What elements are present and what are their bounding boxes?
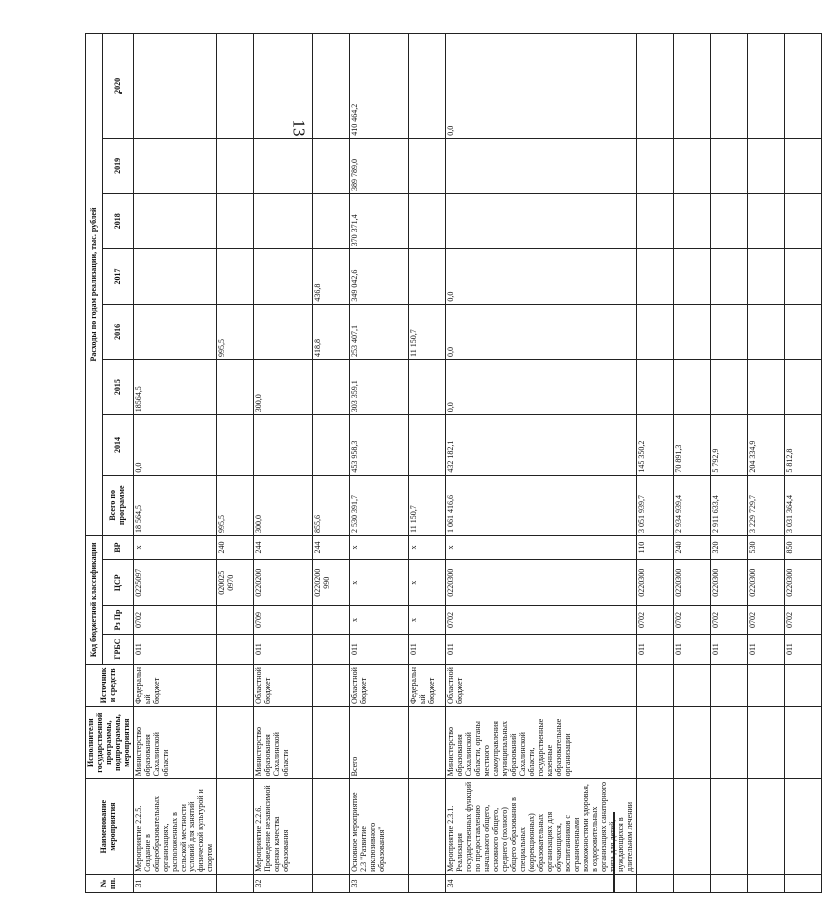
row-2019 bbox=[637, 138, 674, 193]
row-2018 bbox=[748, 194, 785, 249]
row-total: 3 229 729,7 bbox=[748, 475, 785, 535]
hdr-year: 2016 bbox=[103, 304, 133, 359]
row-2014: 0,0 bbox=[133, 415, 217, 475]
table-row bbox=[133, 34, 217, 893]
row-2019: 389 789,0 bbox=[350, 138, 409, 193]
hdr-total: Всего по программе bbox=[103, 475, 133, 535]
row-2017 bbox=[637, 249, 674, 304]
table-row bbox=[254, 34, 313, 893]
row-2020 bbox=[409, 34, 446, 139]
row-2016 bbox=[637, 304, 674, 359]
row-2016 bbox=[711, 304, 748, 359]
row-2016: 253 407,1 bbox=[350, 304, 409, 359]
row-2020 bbox=[785, 34, 822, 139]
row-vr: 110 bbox=[637, 535, 674, 559]
row-2020 bbox=[133, 34, 217, 139]
row-2020: 410 464,2 bbox=[350, 34, 409, 139]
row-grbs: 011 bbox=[254, 634, 313, 664]
row-2017 bbox=[711, 249, 748, 304]
row-executors bbox=[711, 706, 748, 778]
hdr-year: 2019 bbox=[103, 138, 133, 193]
row-csr: 0220300 bbox=[674, 560, 711, 606]
row-2016: 11 150,7 bbox=[409, 304, 446, 359]
row-csr: 0220300 bbox=[637, 560, 674, 606]
row-2020: 0,0 bbox=[446, 34, 637, 139]
row-executors bbox=[313, 706, 350, 778]
row-executors bbox=[785, 706, 822, 778]
row-rzpr: 0702 bbox=[711, 606, 748, 634]
row-source bbox=[313, 664, 350, 706]
row-number bbox=[409, 874, 446, 892]
row-2016: 418,8 bbox=[313, 304, 350, 359]
row-2015 bbox=[748, 359, 785, 414]
row-number: 31 bbox=[133, 874, 217, 892]
row-2017 bbox=[217, 249, 254, 304]
row-grbs: 011 bbox=[446, 634, 637, 664]
row-vr: x bbox=[350, 535, 409, 559]
row-2019 bbox=[674, 138, 711, 193]
row-rzpr: x bbox=[350, 606, 409, 634]
row-name bbox=[674, 779, 711, 875]
hdr-year: 2018 bbox=[103, 194, 133, 249]
row-rzpr: 0702 bbox=[785, 606, 822, 634]
row-2019 bbox=[409, 138, 446, 193]
row-2015: 0,0 bbox=[446, 359, 637, 414]
row-total: 18 564,5 bbox=[133, 475, 217, 535]
row-executors: Министерство образования Сахалинской области, органы местного самоуправления муниципальных образований Сахалинской области, государственные казенные образовательные организации bbox=[446, 706, 637, 778]
row-2020 bbox=[217, 34, 254, 139]
row-source bbox=[748, 664, 785, 706]
row-total: 2 530 391,7 bbox=[350, 475, 409, 535]
row-total: 3 031 364,4 bbox=[785, 475, 822, 535]
row-name: Мероприятие 2.2.6. Проведение независимой оценки качества образования bbox=[254, 779, 313, 875]
row-2019 bbox=[711, 138, 748, 193]
row-2018 bbox=[313, 194, 350, 249]
row-2020 bbox=[637, 34, 674, 139]
table-row bbox=[637, 34, 674, 893]
row-grbs: 011 bbox=[133, 634, 217, 664]
row-total: 3 051 939,7 bbox=[637, 475, 674, 535]
row-rzpr: 0709 bbox=[254, 606, 313, 634]
hdr-executors: Исполнители государственной программы, подпрограммы, мероприятия bbox=[86, 706, 134, 778]
row-name bbox=[748, 779, 785, 875]
row-total: 1 061 416,6 bbox=[446, 475, 637, 535]
row-vr: 244 bbox=[313, 535, 350, 559]
row-2015 bbox=[674, 359, 711, 414]
row-number bbox=[313, 874, 350, 892]
row-name bbox=[217, 779, 254, 875]
row-2018 bbox=[133, 194, 217, 249]
budget-table bbox=[85, 33, 822, 893]
row-2020 bbox=[748, 34, 785, 139]
row-executors bbox=[748, 706, 785, 778]
row-2019 bbox=[785, 138, 822, 193]
row-rzpr: 0702 bbox=[674, 606, 711, 634]
row-rzpr: 0702 bbox=[446, 606, 637, 634]
row-2017 bbox=[785, 249, 822, 304]
table-row bbox=[446, 34, 637, 893]
row-number bbox=[785, 874, 822, 892]
row-2020 bbox=[254, 34, 313, 139]
row-number: 32 bbox=[254, 874, 313, 892]
row-2015: 18564,5 bbox=[133, 359, 217, 414]
row-2015: 300,0 bbox=[254, 359, 313, 414]
row-2016 bbox=[674, 304, 711, 359]
row-vr: x bbox=[409, 535, 446, 559]
row-2019 bbox=[133, 138, 217, 193]
row-executors: Министерство образования Сахалинской области bbox=[254, 706, 313, 778]
hdr-exp-group: Расходы по годам реализации, тыс. рублей bbox=[86, 34, 103, 536]
row-rzpr bbox=[313, 606, 350, 634]
row-source: Федеральный бюджет bbox=[133, 664, 217, 706]
row-total: 2 911 633,4 bbox=[711, 475, 748, 535]
row-2015 bbox=[217, 359, 254, 414]
row-source bbox=[785, 664, 822, 706]
row-2017: 436,8 bbox=[313, 249, 350, 304]
row-2014: 145 350,2 bbox=[637, 415, 674, 475]
row-2018 bbox=[637, 194, 674, 249]
row-2017 bbox=[409, 249, 446, 304]
row-total: 855,6 bbox=[313, 475, 350, 535]
row-number bbox=[711, 874, 748, 892]
table-body bbox=[133, 34, 822, 893]
row-2020 bbox=[711, 34, 748, 139]
row-2019 bbox=[446, 138, 637, 193]
row-vr: x bbox=[133, 535, 217, 559]
row-csr: x bbox=[350, 560, 409, 606]
row-2017 bbox=[254, 249, 313, 304]
row-2016 bbox=[133, 304, 217, 359]
row-name bbox=[785, 779, 822, 875]
row-vr: 530 bbox=[748, 535, 785, 559]
hdr-vr: ВР bbox=[103, 535, 133, 559]
hdr-sources: Источники средств bbox=[86, 664, 134, 706]
row-2017: 0,0 bbox=[446, 249, 637, 304]
row-total: 995,5 bbox=[217, 475, 254, 535]
row-2014: 70 891,3 bbox=[674, 415, 711, 475]
row-2014 bbox=[254, 415, 313, 475]
table-row bbox=[748, 34, 785, 893]
row-name bbox=[313, 779, 350, 875]
row-source: Федеральный бюджет bbox=[409, 664, 446, 706]
row-2014 bbox=[313, 415, 350, 475]
row-2015 bbox=[711, 359, 748, 414]
row-name: Мероприятие 2.2.5. Создание в общеобразовательных организациях, расположенных в сельской местности условий для занятий физической культурой и спортом bbox=[133, 779, 217, 875]
row-executors bbox=[637, 706, 674, 778]
row-vr: 240 bbox=[217, 535, 254, 559]
row-name bbox=[711, 779, 748, 875]
hdr-num: № пп. bbox=[86, 874, 134, 892]
row-rzpr: 0702 bbox=[748, 606, 785, 634]
table-row bbox=[785, 34, 822, 893]
row-2018 bbox=[254, 194, 313, 249]
hdr-year: 2020 bbox=[103, 34, 133, 139]
row-vr: 240 bbox=[674, 535, 711, 559]
hdr-csr: ЦСР bbox=[103, 560, 133, 606]
row-2016 bbox=[748, 304, 785, 359]
row-2014: 204 334,9 bbox=[748, 415, 785, 475]
row-2015 bbox=[637, 359, 674, 414]
row-name: Мероприятие 2.3.1. Реализация государственных функций по предоставлению начального общего, основного общего, среднего (полного) общего образования в специальных (коррекционных) образовательных организациях для обучающихся, воспитанников с ограниченными возможностями здоровья, в оздоровительных организациях санаторного типа для детей, нуждающихся в длительном лечении bbox=[446, 779, 637, 875]
row-source: Областной бюджет bbox=[446, 664, 637, 706]
table-row bbox=[409, 34, 446, 893]
row-rzpr bbox=[217, 606, 254, 634]
row-2018: 370 371,4 bbox=[350, 194, 409, 249]
row-csr: 0220300 bbox=[711, 560, 748, 606]
row-executors bbox=[217, 706, 254, 778]
row-2020 bbox=[313, 34, 350, 139]
row-2018 bbox=[785, 194, 822, 249]
row-2014 bbox=[409, 415, 446, 475]
row-2016: 0,0 bbox=[446, 304, 637, 359]
row-grbs: 011 bbox=[350, 634, 409, 664]
row-2018 bbox=[446, 194, 637, 249]
row-2014 bbox=[217, 415, 254, 475]
row-csr: 0225097 bbox=[133, 560, 217, 606]
row-name: Основное мероприятие 2.3 "Развитие инклюзивного образования" bbox=[350, 779, 409, 875]
row-rzpr: x bbox=[409, 606, 446, 634]
row-csr: 020025 0970 bbox=[217, 560, 254, 606]
row-source: Областной бюджет bbox=[350, 664, 409, 706]
rotated-table-wrapper bbox=[85, 33, 795, 893]
table-row bbox=[217, 34, 254, 893]
row-csr: 0220300 bbox=[785, 560, 822, 606]
row-number bbox=[637, 874, 674, 892]
row-source bbox=[674, 664, 711, 706]
hdr-year: 2014 bbox=[103, 415, 133, 475]
row-total: 2 934 939,4 bbox=[674, 475, 711, 535]
row-2014: 432 182,1 bbox=[446, 415, 637, 475]
row-2018 bbox=[711, 194, 748, 249]
hdr-bk-group: Код бюджетной классификации bbox=[86, 535, 103, 664]
row-csr: 0220200 990 bbox=[313, 560, 350, 606]
table-row bbox=[711, 34, 748, 893]
row-2017: 349 042,6 bbox=[350, 249, 409, 304]
row-source bbox=[711, 664, 748, 706]
row-executors: Всего bbox=[350, 706, 409, 778]
row-number: 34 bbox=[446, 874, 637, 892]
row-number bbox=[748, 874, 785, 892]
hdr-year: 2015 bbox=[103, 359, 133, 414]
row-2019 bbox=[254, 138, 313, 193]
row-grbs: 011 bbox=[785, 634, 822, 664]
row-rzpr: 0702 bbox=[637, 606, 674, 634]
row-grbs bbox=[313, 634, 350, 664]
row-2018 bbox=[674, 194, 711, 249]
row-rzpr: 0702 bbox=[133, 606, 217, 634]
hdr-year: 2017 bbox=[103, 249, 133, 304]
row-name bbox=[409, 779, 446, 875]
row-2014: 453 958,3 bbox=[350, 415, 409, 475]
row-2014: 5 812,8 bbox=[785, 415, 822, 475]
row-2019 bbox=[748, 138, 785, 193]
row-number: 33 bbox=[350, 874, 409, 892]
row-2017 bbox=[748, 249, 785, 304]
row-grbs: 011 bbox=[674, 634, 711, 664]
row-grbs bbox=[217, 634, 254, 664]
row-grbs: 011 bbox=[711, 634, 748, 664]
row-2020 bbox=[674, 34, 711, 139]
row-executors bbox=[409, 706, 446, 778]
page-number: 13 bbox=[289, 119, 309, 137]
hdr-name: Наименование мероприятия bbox=[86, 779, 134, 875]
row-name bbox=[637, 779, 674, 875]
row-2015: 303 359,1 bbox=[350, 359, 409, 414]
row-2015 bbox=[313, 359, 350, 414]
row-total: 11 150,7 bbox=[409, 475, 446, 535]
row-2015 bbox=[409, 359, 446, 414]
row-total: 300,0 bbox=[254, 475, 313, 535]
table-row bbox=[350, 34, 409, 893]
row-executors bbox=[674, 706, 711, 778]
row-2017 bbox=[674, 249, 711, 304]
row-2017 bbox=[133, 249, 217, 304]
row-2016: 995,5 bbox=[217, 304, 254, 359]
row-vr: 850 bbox=[785, 535, 822, 559]
row-csr: 0220300 bbox=[446, 560, 637, 606]
row-grbs: 011 bbox=[637, 634, 674, 664]
hdr-grbs: ГРБС bbox=[103, 634, 133, 664]
row-source bbox=[637, 664, 674, 706]
row-2019 bbox=[217, 138, 254, 193]
row-2016 bbox=[785, 304, 822, 359]
table-row bbox=[674, 34, 711, 893]
row-2014: 5 792,9 bbox=[711, 415, 748, 475]
row-source bbox=[217, 664, 254, 706]
row-number bbox=[674, 874, 711, 892]
hdr-rzpr: Рз Пр bbox=[103, 606, 133, 634]
row-number bbox=[217, 874, 254, 892]
row-source: Областной бюджет bbox=[254, 664, 313, 706]
row-2018 bbox=[217, 194, 254, 249]
row-grbs: 011 bbox=[748, 634, 785, 664]
row-vr: 320 bbox=[711, 535, 748, 559]
row-csr: 0220300 bbox=[748, 560, 785, 606]
row-executors: Министерство образования Сахалинской области bbox=[133, 706, 217, 778]
row-csr: x bbox=[409, 560, 446, 606]
row-csr: 0220200 bbox=[254, 560, 313, 606]
row-2019 bbox=[313, 138, 350, 193]
row-vr: x bbox=[446, 535, 637, 559]
row-vr: 244 bbox=[254, 535, 313, 559]
row-grbs: 011 bbox=[409, 634, 446, 664]
row-2016 bbox=[254, 304, 313, 359]
table-row bbox=[313, 34, 350, 893]
row-2018 bbox=[409, 194, 446, 249]
row-2015 bbox=[785, 359, 822, 414]
